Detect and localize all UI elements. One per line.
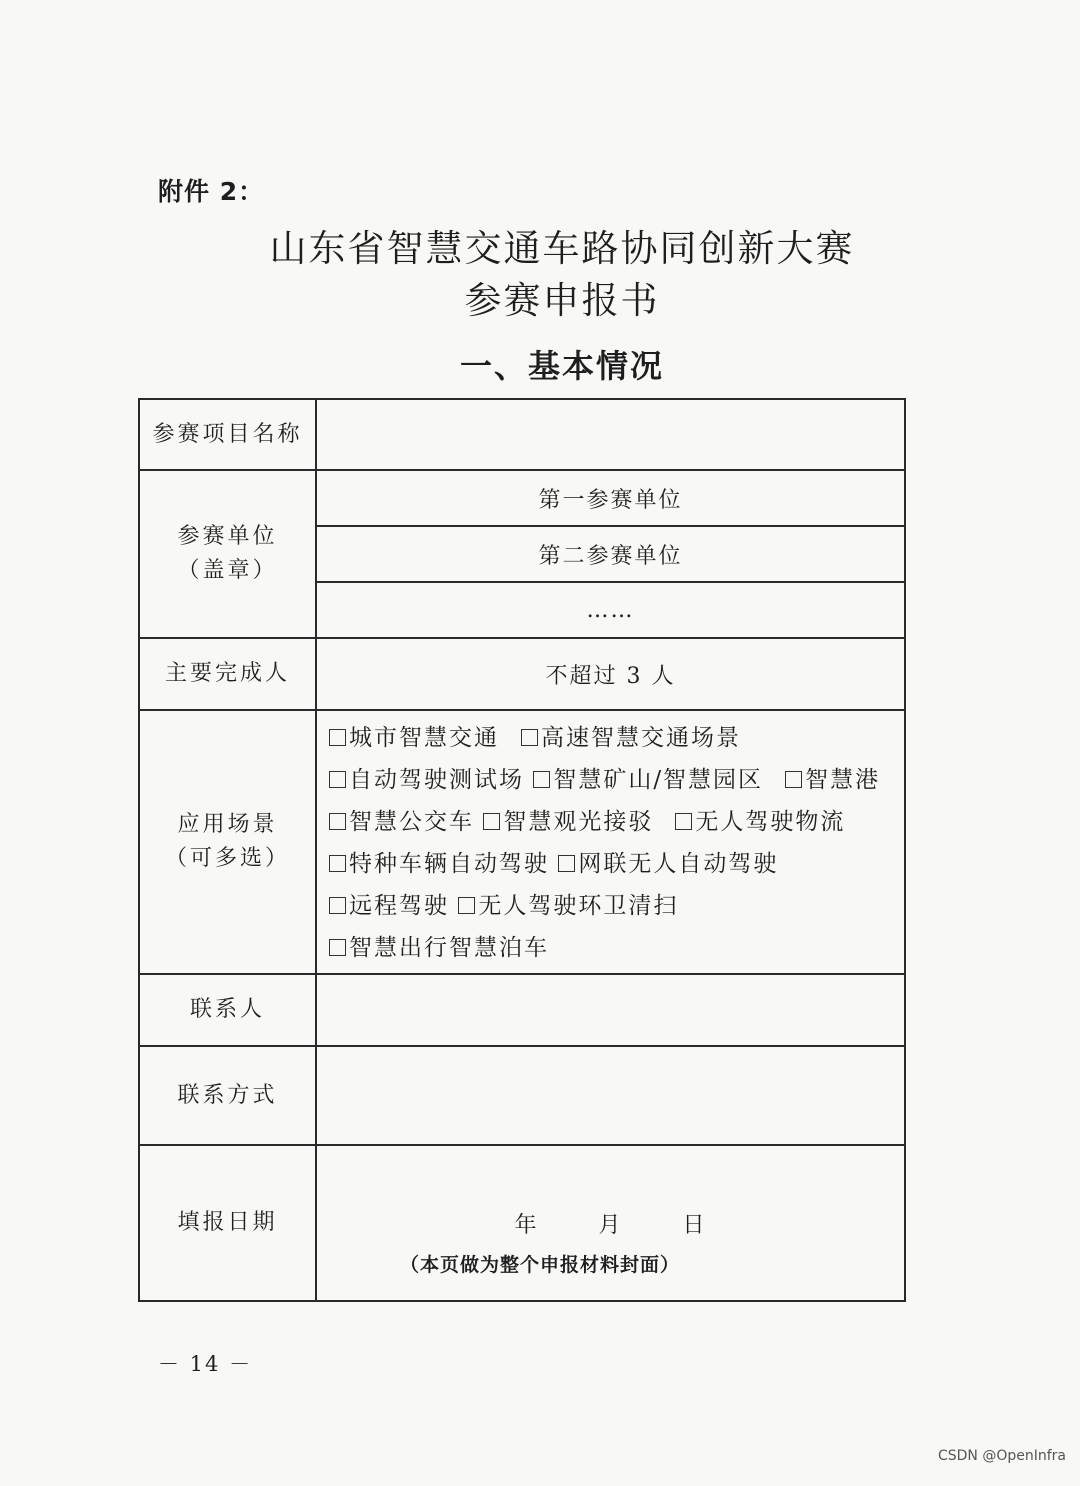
- section-heading: 一、基本情况: [459, 347, 664, 385]
- cover-footnote: （本页做为整个申报材料封面）: [399, 1254, 680, 1276]
- checkbox-icon[interactable]: [329, 939, 346, 956]
- unit-first-field[interactable]: 第一参赛单位: [316, 470, 905, 526]
- row-project-name: [139, 399, 905, 470]
- page-number: － 14 －: [158, 1352, 253, 1376]
- checkbox-icon[interactable]: [521, 729, 538, 746]
- checkbox-icon[interactable]: [785, 771, 802, 788]
- project-name-label: 参赛项目名称: [139, 399, 316, 470]
- scene-option[interactable]: 智慧公交车: [329, 809, 474, 835]
- watermark: CSDN @OpenInfra: [937, 1448, 1066, 1464]
- date-month: 月: [598, 1212, 623, 1238]
- date-day: 日: [682, 1212, 707, 1238]
- scene-option[interactable]: 智慧出行智慧泊车: [329, 935, 549, 961]
- date-label: 填报日期: [139, 1145, 316, 1301]
- contact-method-label: 联系方式: [139, 1046, 316, 1145]
- checkbox-icon[interactable]: [483, 813, 500, 830]
- units-label-line1: 参赛单位: [177, 524, 278, 549]
- scene-label: [139, 710, 316, 974]
- row-unit-first: [139, 470, 905, 526]
- row-contact: [139, 974, 905, 1046]
- row-date: [139, 1145, 905, 1301]
- row-main-person: [139, 638, 905, 710]
- contact-label: 联系人: [139, 974, 316, 1046]
- scene-option[interactable]: 无人驾驶环卫清扫: [458, 893, 678, 919]
- row-scenes: [139, 710, 905, 974]
- units-label: [139, 470, 316, 638]
- scene-option[interactable]: 网联无人自动驾驶: [558, 851, 778, 877]
- scene-options: [316, 710, 905, 974]
- scene-option[interactable]: 智慧矿山/智慧园区: [533, 767, 763, 793]
- scene-option[interactable]: 特种车辆自动驾驶: [329, 851, 549, 877]
- scene-option[interactable]: 高速智慧交通场景: [521, 725, 741, 751]
- contact-method-field[interactable]: [316, 1046, 905, 1145]
- scene-option[interactable]: 自动驾驶测试场: [329, 767, 524, 793]
- scene-label-line2: （可多选）: [164, 846, 290, 871]
- scene-option[interactable]: 远程驾驶: [329, 893, 449, 919]
- scene-label-line1: 应用场景: [177, 812, 278, 837]
- checkbox-icon[interactable]: [329, 897, 346, 914]
- main-person-field[interactable]: 不超过 3 人: [316, 638, 905, 710]
- row-contact-method: [139, 1046, 905, 1145]
- document-title: 山东省智慧交通车路协同创新大赛: [269, 227, 855, 270]
- scene-option[interactable]: 城市智慧交通: [329, 725, 499, 751]
- scene-option[interactable]: 智慧港: [785, 767, 880, 793]
- checkbox-icon[interactable]: [329, 813, 346, 830]
- contact-field[interactable]: [316, 974, 905, 1046]
- checkbox-icon[interactable]: [329, 855, 346, 872]
- checkbox-icon[interactable]: [675, 813, 692, 830]
- unit-second-field[interactable]: 第二参赛单位: [316, 526, 905, 582]
- scene-option[interactable]: 无人驾驶物流: [675, 809, 845, 835]
- checkbox-icon[interactable]: [329, 729, 346, 746]
- checkbox-icon[interactable]: [533, 771, 550, 788]
- checkbox-icon[interactable]: [558, 855, 575, 872]
- units-label-line2: （盖章）: [177, 558, 278, 583]
- checkbox-icon[interactable]: [329, 771, 346, 788]
- attachment-label: 附件 2：: [158, 177, 265, 206]
- date-year: 年: [514, 1212, 539, 1238]
- scene-option[interactable]: 智慧观光接驳: [483, 809, 653, 835]
- project-name-field[interactable]: [316, 399, 905, 470]
- document-subtitle: 参赛申报书: [464, 279, 660, 322]
- basic-info-table: [138, 398, 906, 1302]
- unit-more-field[interactable]: ……: [316, 582, 905, 638]
- main-person-label: 主要完成人: [139, 638, 316, 710]
- checkbox-icon[interactable]: [458, 897, 475, 914]
- date-field[interactable]: [316, 1145, 905, 1301]
